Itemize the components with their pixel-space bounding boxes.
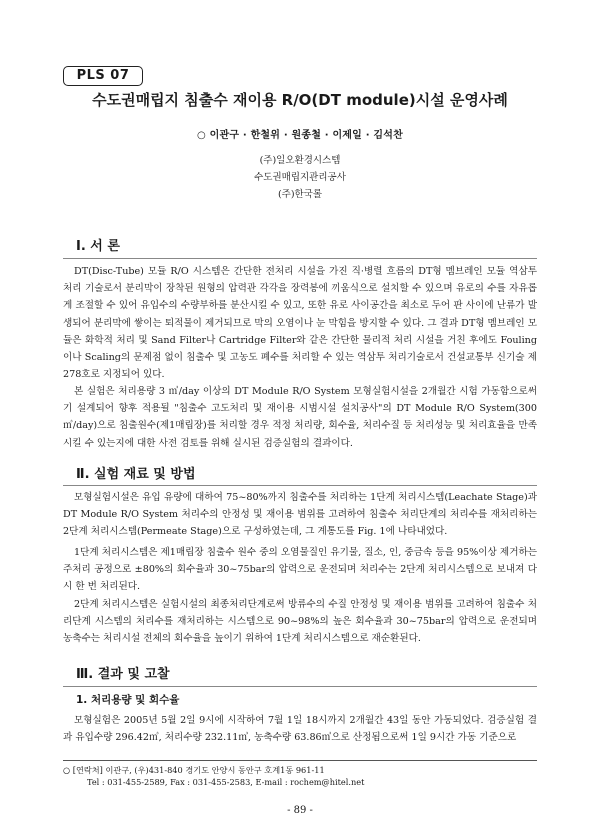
- subsection-heading: 1. 처리용량 및 회수율: [76, 694, 180, 706]
- section-divider: [63, 686, 537, 687]
- paper-title: 수도권매립지 침출수 재이용 R/O(DT module)시설 운영사례: [92, 91, 508, 109]
- affiliation-1: (주)일오환경시스템: [259, 155, 341, 166]
- section-heading-results: Ⅲ. 결과 및 고찰: [76, 667, 170, 682]
- page-number: - 89 -: [287, 805, 313, 816]
- section-heading-methods: Ⅱ. 실험 재료 및 방법: [76, 467, 196, 482]
- section-heading-introduction: Ⅰ. 서 론: [76, 239, 120, 254]
- footnote: [63, 764, 537, 788]
- footnote-phone-email: Tel : 031-455-2589, Fax : 031-455-2583, E-mail : rochem@hitel.net: [87, 777, 365, 787]
- section-divider: [63, 258, 537, 259]
- footnote-divider: [63, 760, 537, 761]
- affiliation-2: 수도권매립지관리공사: [254, 172, 346, 183]
- body-paragraph: 2단계 처리시스템은 실험시설의 최종처리단계로써 방류수의 수질 안정성 및 재이용 범위를 고려하여 침출수 처리단계 시스템의 처리수를 재처리하는 시스템으로 90~98%의 높은 회수율과 30~75bar의 압력으로 운전되며 농축수는 처리시설 전체의 회수율을 높이기 위하여 1단계 처리시스템으로 재순환된다.: [63, 599, 537, 645]
- body-paragraph: 1단계 처리시스템은 제1매립장 침출수 원수 중의 오염물질인 유기물, 질소, 인, 중금속 등을 95%이상 제거하는 주처리 공정으로 ±80%의 회수율과 30~75bar의 압력으로 운전되며 처리수는 2단계 처리시스템으로 보내져 다시 한 번 처리된다.: [63, 547, 537, 593]
- body-paragraph: 모형실험시설은 유입 유량에 대하여 75~80%까지 침출수를 처리하는 1단계 처리시스템(Leachate Stage)과 DT Module R/O System 처리수의 안정성 및 재이용 범위를 고려하여 침출수 처리단계의 처리수를 재처리하는 2단계 처리시스템(Permeate Stage)으로 구성하였는데, 그 계통도를 Fig. 1에 나타내었다.: [63, 492, 537, 538]
- body-paragraph: 모형실험은 2005년 5월 2일 9시에 시작하여 7월 1일 18시까지 2개월간 43일 동안 가동되었다. 검증실험 결과 유입수량 296.42㎥, 처리수량 232.11㎥, 농축수량 63.86㎥으로 산정됨으로써 1일 9시간 가동 기준으로: [63, 715, 537, 744]
- session-badge: PLS 07: [63, 66, 143, 86]
- body-paragraph: 본 실험은 처리용량 3 ㎥/day 이상의 DT Module R/O System 모형실험시설을 2개월간 시험 가동함으로써 기 설계되어 향후 적용될 "침출수 고도처리 및 재이용 시범시설 설치공사"의 DT Module R/O System(300 ㎥/day)으로 침출원수(제1매립장)를 처리할 경우 적정 처리량, 회수율, 처리수질 등 처리성능 및 처리효율을 만족 시킬 수 있는지에 대한 사전 검토를 위해 실시된 검증실험의 결과이다.: [63, 386, 537, 449]
- section-divider: [63, 485, 537, 486]
- affiliation-3: (주)한국롤: [277, 189, 323, 200]
- body-paragraph: DT(Disc-Tube) 모듈 R/O 시스템은 간단한 전처리 시설을 가진 직·병렬 흐름의 DT형 멤브레인 모듈 역삼투 처리 기술로서 분리막이 장착된 원형의 압력관 각각을 장력봉에 끼움식으로 설치할 수 있으며 유로의 수를 자유롭게 조절할 수 있어 유입수의 수량부하를 분산시킬 수 있고, 또한 유로 사이공간을 최소로 두어 판 사이에 난류가 발생되어 분리막에 쌓이는 퇴적물이 제거되므로 막의 오염이나 눈 막힘을 방지할 수 있다. 그 결과 DT형 멤브레인 모듈은 화학적 처리 및 Sand Filter나 Cartridge Filter와 같은 간단한 물리적 처리 시설을 거친 후에도 Fouling이나 Scaling의 문제점 없이 침출수 및 고농도 폐수를 처리할 수 있는 역삼투 처리기술로서 건설교통부 신기술 제278호로 지정되어 있다.: [63, 266, 537, 381]
- footnote-contact: ○ [연락처] 이관구, (우)431-840 경기도 안양시 동안구 호계1동 961-11: [63, 765, 325, 775]
- author-list: ○ 이관구 · 한철위 · 원종철 · 이제일 · 김석찬: [197, 130, 403, 141]
